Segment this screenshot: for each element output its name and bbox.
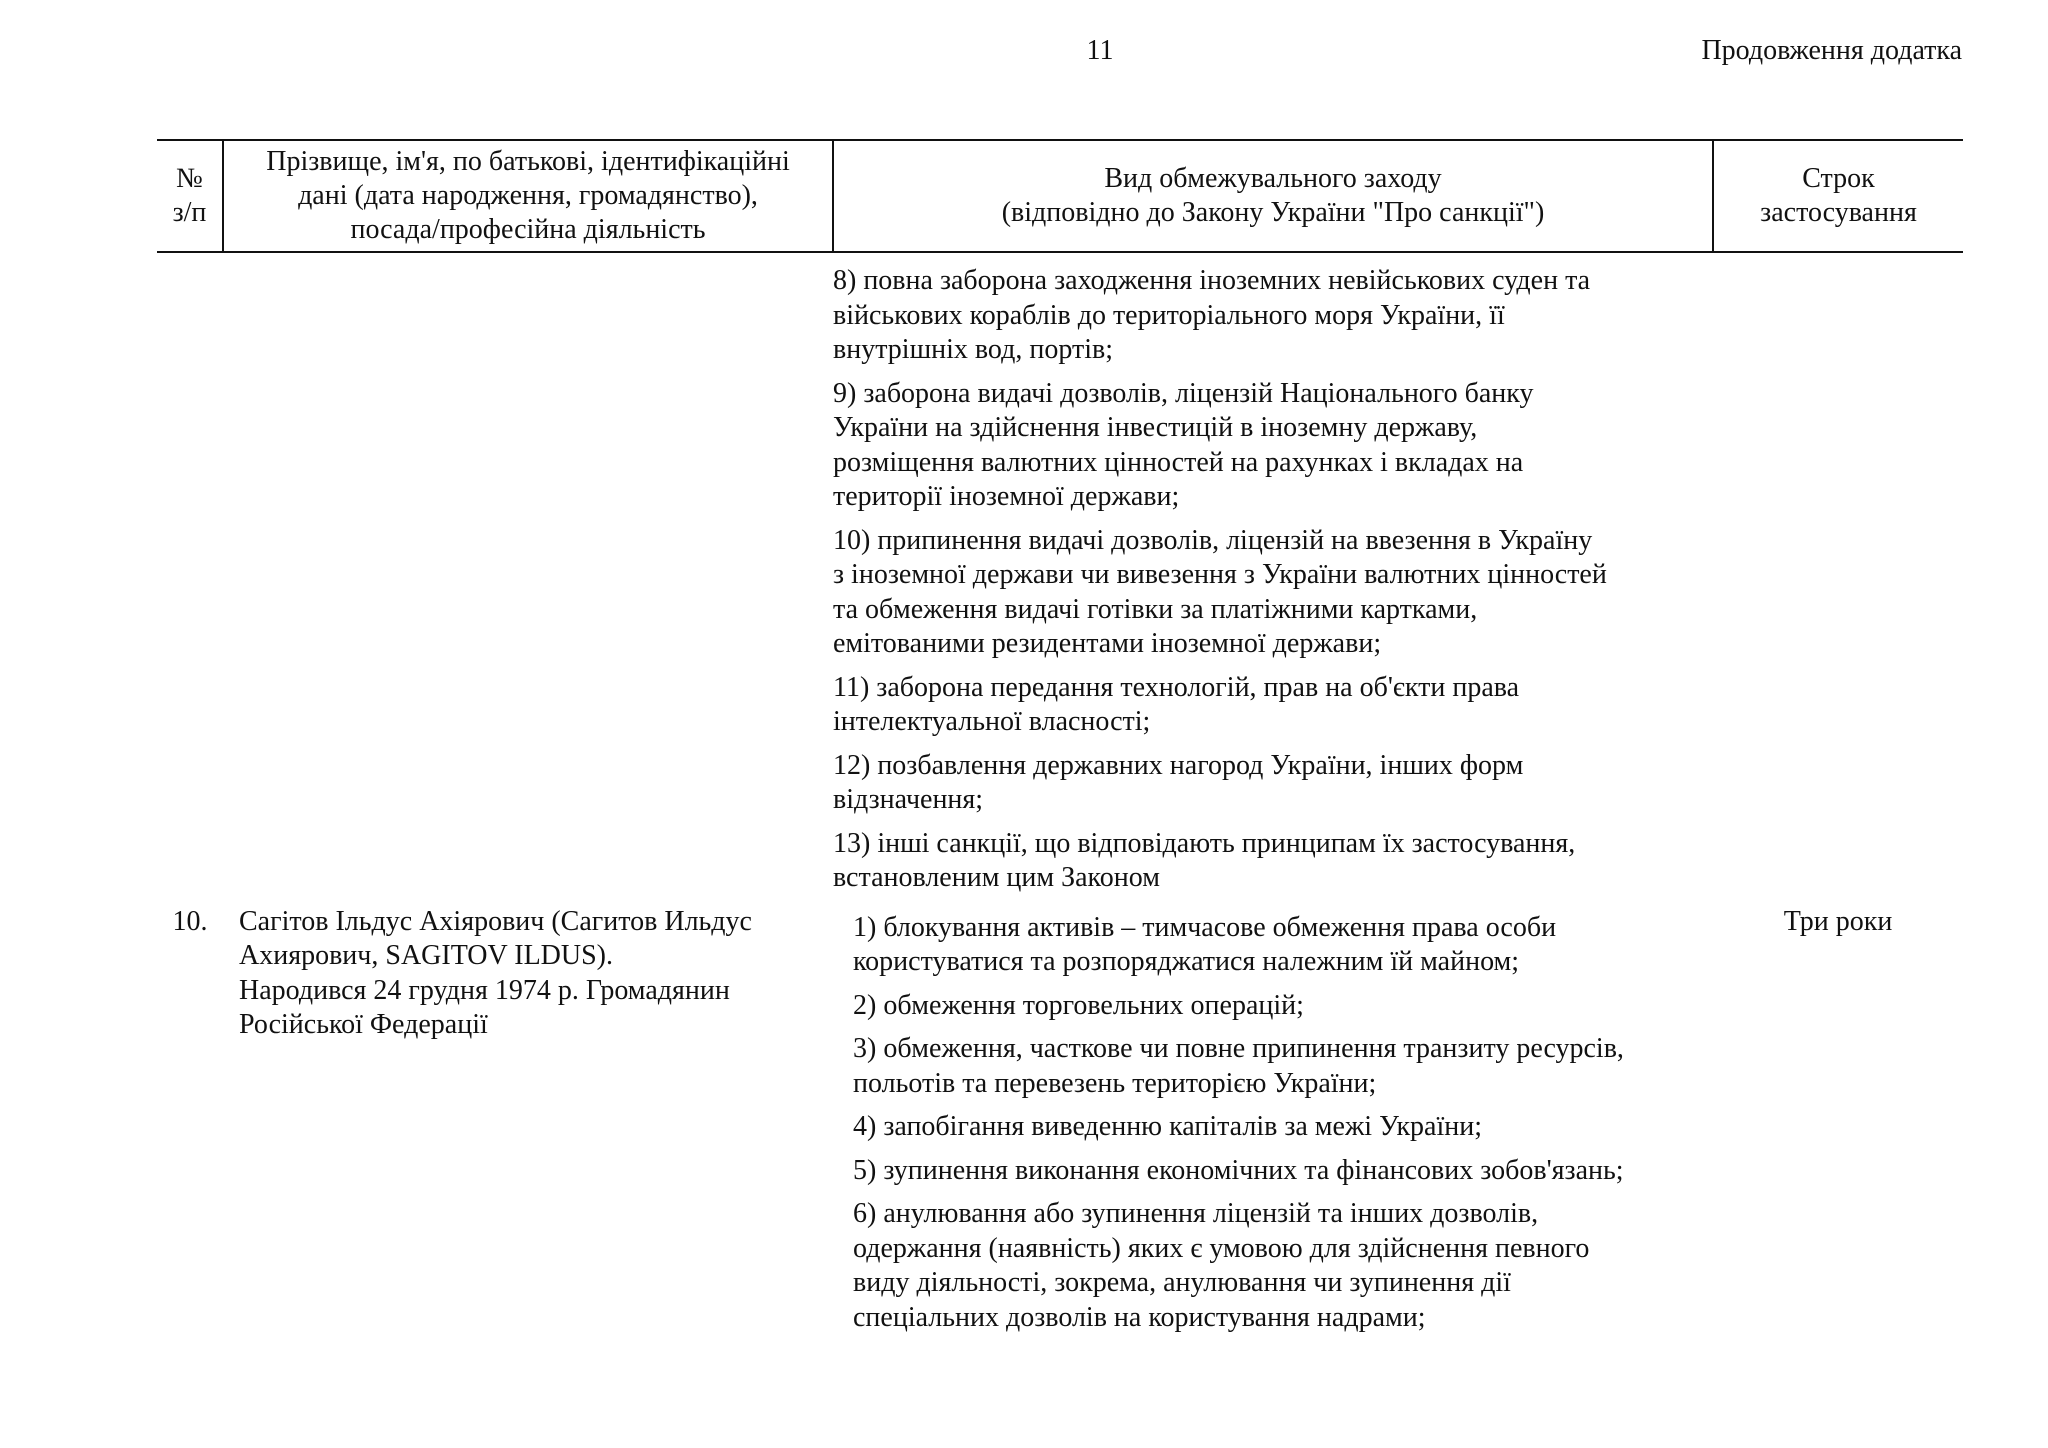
- column-header-number: № з/п: [157, 140, 223, 252]
- measure-item: 2) обмеження торговельних операцій;: [853, 989, 1304, 1021]
- continued-measures-cell: [833, 252, 1713, 905]
- table-row: [157, 905, 1963, 1345]
- measure-item: 1) блокування активів – тимчасове обмеження права особи користуватися та розпоряджатися належним їй майном;: [853, 911, 1557, 977]
- page-number: 11: [1086, 35, 1114, 66]
- person-details: Сагітов Ільдус Ахіярович (Сагитов Ильдус Ахиярович, SAGITOV ILDUS). Народився 24 грудня 1974 р. Громадянин Російської Федерації: [239, 905, 752, 1040]
- column-header-measure: Вид обмежувального заходу (відповідно до Закону України "Про санкції"): [833, 140, 1713, 252]
- sanctions-table: [157, 139, 1963, 1344]
- sanction-term: Три роки: [1783, 905, 1893, 937]
- empty-person-cell: [223, 252, 833, 905]
- empty-number-cell: [157, 252, 223, 905]
- measure-item: 5) зупинення виконання економічних та фінансових зобов'язань;: [853, 1154, 1624, 1186]
- measure-item: 13) інші санкції, що відповідають принципам їх застосування, встановленим цим Законом: [833, 827, 1576, 893]
- measure-item: 9) заборона видачі дозволів, ліцензій Національного банку України на здійснення інвестицій в іноземну державу, розміщення валютних цінностей на рахунках і вкладах на території іноземної держави;: [833, 377, 1534, 512]
- table-row-continued: [157, 252, 1963, 905]
- measure-item: 11) заборона передання технологій, прав на об'єкти права інтелектуальної власності;: [833, 671, 1520, 737]
- measure-item: 6) анулювання або зупинення ліцензій та інших дозволів, одержання (наявність) яких є умовою для здійснення певного виду діяльності, зокрема, анулювання чи зупинення дії спеціальних дозволів на користування надрами;: [853, 1198, 1590, 1333]
- measure-item: 10) припинення видачі дозволів, ліцензій на ввезення в Україну з іноземної держави чи вивезення з України валютних цінностей та обмеження видачі готівки за платіжними картками, емітованими резидентами іноземної держави;: [833, 524, 1607, 659]
- column-header-term: Строк застосування: [1713, 140, 1963, 252]
- column-header-person: Прізвище, ім'я, по батькові, ідентифікаційні дані (дата народження, громадянство), посада/професійна діяльність: [223, 140, 833, 252]
- measure-item: 3) обмеження, часткове чи повне припинення транзиту ресурсів, польотів та перевезень територією України;: [853, 1033, 1624, 1099]
- empty-term-cell: [1713, 252, 1963, 905]
- measure-item: 4) запобігання виведенню капіталів за межі України;: [853, 1111, 1483, 1142]
- measure-item: 8) повна заборона заходження іноземних невійськових суден та військових кораблів до територіального моря України, її внутрішніх вод, портів;: [833, 265, 1591, 365]
- measure-item: 12) позбавлення державних нагород України, інших форм відзначення;: [833, 749, 1524, 815]
- table-header-row: [157, 140, 1963, 252]
- measures-cell: [833, 905, 1713, 1345]
- continuation-label: Продовження додатка: [1701, 35, 1962, 66]
- row-number: 10.: [172, 905, 208, 937]
